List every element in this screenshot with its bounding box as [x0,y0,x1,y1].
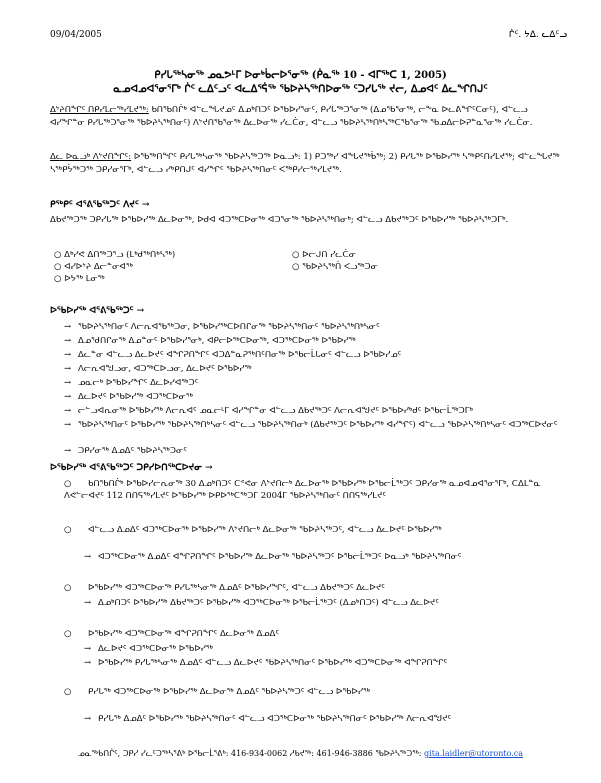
intro-text-1: ᑲᑎᖃᑎᒌᒃ ᐊᓪᓚᖓᔪᓄᑦ ᐃᓄᒃᑎᑐᑦ ᐅᖃᐅᓯᕐᓂᑦ, ᑭᓯᒐᖅᑐᕐᓂᖅ (ᐃᓄᖃᕐᓂᖅ, ᓕᖕᓇ ᐅᓚᕕᖏᑦᑕᓂᑦ), ᐊᓪᓚᓗ ᐊᓯᖏᓐᓂ ᑭᓯᒐᖅᑐᕐᓂᖅ ᖃᐅᔨᓴᖅᑎᓂᑦ) ᐱᔾᔪᑎᖃᕐᓂᖅ ᐃᓚᐅᓂᖅ ᓯᓚᑖᓂ, ᐊᓪᓚᓗ ᖃᐅᔨᓴᖅᑎᒃᓴᖅᑕᖃᕐᓂᖅ ᖃᓄᐃᓕᐅᕈᓐᓇᕐᓂᖅ ᓯᓚᑖᓂ. [50,105,533,128]
arrow-icon: → [64,364,72,374]
arrow-icon: → [141,200,150,210]
sub-list-item: → ᐃᓄᒃᑎᑐᑦ ᐅᖃᐅᓯᖅ ᐃᑲᔪᖅᑐᑦ ᐅᖃᐅᓯᖅ ᐊᑐᖅᑕᐅᓂᖅ ᐅᖃᓕᒫᖅᑐᑦ (ᐃᓄᒃᑎᑐᑦ) ᐊᓪᓚᓗ ᐃᓚᐅᔪᑦ [84,598,439,608]
title-line-1: ᑭᓯᒐᖅᓴᓂᖅ ᓄᓇᕗᒻᒥ ᐅᓂᒃᑳᓕᐅᕐᓂᖅ (ᑮᓇᖅ 10 - ᐊᒥᖅᑕ 1, 2005) [154,70,447,81]
sub-list-item: → ᐃᓚᐅᔪᑦ ᐊᑐᖅᑕᐅᓂᖅ ᐅᖃᐅᓯᖅ [84,644,213,654]
list-item: ○ ᑭᓯᒐᖅ ᐊᑐᖅᑕᐅᓂᖅ ᐅᖃᐅᓯᖅ ᐃᓚᐅᓂᖅ ᐃᓄᐃᑦ ᖃᐅᔨᓴᖅᑐᑦ ᐊᓪᓚᓗ ᐅᖃᐅᓯᖅ [64,687,371,697]
bullet-icon: ○ [64,629,72,639]
list-item: → ᓕᓪᓗᐊᕆᓂᖅ ᐅᖃᐅᓯᖅ ᐱᓕᕆᐊᑦ ᓄᓇᓕᒻᒥ ᐊᓯᖏᓐᓂ ᐊᓪᓚᓗ ᐃᑲᔪᖅᑐᑦ ᐱᓕᕆᐊᖑᔪᑦ ᐅᖃᐅᓯᒃᑯᑦ ᐅᖃᓕᒫᖅᑐᒥᒃ [64,406,473,416]
sub-list-item: → ᐅᖃᐅᓯᖅ ᑭᓯᒐᖅᓴᓂᖅ ᐃᓄᐃᑦ ᐊᓪᓚᓗ ᐃᓚᐅᔪᑦ ᖃᐅᔨᓴᖅᑎᓂᑦ ᐅᖃᐅᓯᖅ ᐊᑐᖅᑕᐅᓂᖅ ᐊᖏᕈᑎᖏᑦ [84,658,448,668]
results-heading: ᐅᖃᐅᓯᖅ ᐊᕐᕕᖃᖅᑐᑦ ᑐᑭᓯᐅᑎᖅᑕᐅᔪᓂ → [50,463,213,473]
list-item: → ᐃᓚᓐᓂ ᐊᓪᓚᓗ ᐃᓚᐅᔪᑦ ᐊᖏᕈᑎᖏᑦ ᐊᑐᐃᓐᓇᕈᖅᑎᑦᑎᓂᖅ ᐅᖃᓕᒫᒐᓂᑦ ᐊᓪᓚᓗ ᐅᖃᐅᓯᓄᑦ [64,350,402,360]
arrow-icon: → [64,336,72,346]
document-date: 09/04/2005 [50,30,102,40]
approach-heading: ᐅᖃᐅᓯᖅ ᐊᕐᕕᖃᖅᑐᑦ → [50,306,145,316]
option-item: ○ ᐃᒃᓯᕙ ᐃᑎᖅᑐᕐᓗ (ᒪᒃᑯᖅᑎᒃᓴᖅ) [54,250,176,260]
intro-label-1: ᐃᔾᔨᑎᖏᑦ ᑎᑭᓯᒪᓕᖅᓯᒪᔪᖅ: [50,105,149,115]
option-item: ○ ᐅᓕᒍᑎ ᓯᓚᑖᓂ [292,250,356,260]
list-item: → ᐃᓄᖁᑎᒋᓂᖅ ᐃᓄᓐᓂᑦ ᐅᖃᐅᓯᕐᓂᒃ, ᐊᑭᓕᐅᖅᑕᐅᓂᖅ, ᐊᑐᖅᑕᐅᓂᖅ ᐅᖃᐅᓯᖅ [64,336,356,346]
list-item: → ᓄᓇᓕᒃ ᐅᖃᐅᓯᖏᑦ ᐃᓚᐅᓯᐊᖅᑐᑦ [64,378,199,388]
email-link[interactable]: gita.laidler@utoronto.ca [424,749,524,758]
arrow-icon: → [64,378,72,388]
title-line-2: ᓇᓄᐊᓄᐊᕐᓂᕐᒥᒃ ᒌᑦ ᓚᐃᑦᓗᑦ ᐊᓚᐃᕐᕌᖅ ᖃᐅᔨᓴᖅᑎᐅᓂᖅ ᑦᑐᓯᒐᖅ ᔪᓕ, ᐃᓄᐊᑦ ᐃᓚᖏᑎᒍᑦ [113,84,488,95]
sub-list-item: → ᑭᓯᒐᖅ ᐃᓄᐃᑦ ᐅᖃᐅᓯᖅ ᖃᐅᔨᓴᖅᑎᓂᑦ ᐊᓪᓚᓗ ᐊᑐᖅᑕᐅᓂᖅ ᖃᐅᔨᓴᖅᑎᓂᑦ ᐅᖃᐅᓯᖅ ᐱᓕᕆᐊᖑᔪᑦ [84,714,452,724]
list-item: → ᑐᑭᓯᓂᖅ ᐃᓄᐃᑦ ᖃᐅᔨᓴᖅᑐᓂᑦ [64,446,187,456]
bullet-icon: ○ [64,525,72,535]
intro-paragraph-2 [50,151,560,177]
bullet-icon: ○ [64,479,72,489]
option-item: ○ ᐊᓯᐅᔾᔨ ᐃᓕᓐᓂᐊᖅ [54,262,133,272]
bullet-icon: ○ [64,687,72,697]
arrow-icon: → [84,598,92,608]
arrow-icon: → [84,658,92,668]
footer-text: ᓄᓇᖅᑲᑎᒌᑦ, ᑐᑭᓯ ᓯᓚᑦᑐᖅᓴᕐᕕᒃ ᐅᖃᓕᒫᕐᕕᒃ: 416-934-0062 ᓱᑲᔪᖅ: 461-946-3886 ᖃᐅᔨᓴᖅᑐᖅ: [77,749,422,758]
methods-text: ᐃᑲᔪᖅᑐᖅ ᑐᑭᓯᒐᖅ ᐅᖃᐅᓯᖅ ᐃᓚᐅᓂᖅ, ᐅᑯᐊ ᐊᑐᖅᑕᐅᓂᖅ ᐊᑐᕐᓂᖅ ᖃᐅᔨᓴᖅᑎᓂᒃ; ᐊᓪᓚᓗ ᐃᑲᔪᖅᑐᑦ ᐅᖃᐅᓯᖅ ᖃᐅᔨᓴᖅᑐᒥᒃ. [50,215,509,225]
intro-paragraph-1 [50,104,560,130]
arrow-icon: → [64,350,72,360]
arrow-icon: → [84,644,92,654]
list-item: ○ ᐊᓪᓚᓗ ᐃᓄᐃᑦ ᐊᑐᖅᑕᐅᓂᖅ ᐅᖃᐅᓯᖅ ᐱᔾᔪᑎᓕᒃ ᐃᓚᐅᓂᖅ ᖃᐅᔨᓴᖅᑐᑦ, ᐊᓪᓚᓗ ᐃᓚᐅᔪᑦ ᐅᖃᐅᓯᖅ [64,525,442,535]
arrow-icon: → [64,446,72,456]
arrow-icon: → [64,322,72,332]
bullet-icon: ○ [64,583,72,593]
arrow-icon: → [64,392,72,402]
list-item: → ᖃᐅᔨᓴᖅᑎᓂᑦ ᐅᖃᐅᓯᖅ ᖃᐅᔨᓴᖅᑎᒃᓴᓂᑦ ᐊᓪᓚᓗ ᖃᐅᔨᓴᖅᑎᓂᒃ (ᐃᑲᔪᖅᑐᑦ ᐅᖃᐅᓯᖅ ᐊᓯᖏᑦ) ᐊᓪᓚᓗ ᖃᐅᔨᓴᖅᑎᒃᓴᓂᑦ ᐊᑐᖅᑕᐅᔪᓂᑦ [64,420,558,430]
list-item: ○ ᐅᖃᐅᓯᖅ ᐊᑐᖅᑕᐅᓂᖅ ᐊᖏᕈᑎᖏᑦ ᐃᓚᐅᓂᖅ ᐃᓄᐃᑦ [64,629,280,639]
list-item: → ᖃᐅᔨᓴᖅᑎᓂᑦ ᐱᓕᕆᐊᖃᖅᑐᓂ, ᐅᖃᐅᓯᖅᑕᐅᑎᒋᓂᖅ ᖃᐅᔨᓴᖅᑎᓂᑦ ᖃᐅᔨᓴᖅᑎᒃᓴᓂᑦ [64,322,380,332]
document-author-short: ᒌᑦ. ᔭᐃ. ᓚᐃᑦᓗ [508,30,567,40]
arrow-icon: → [64,406,72,416]
option-item: ○ ᖃᐅᔨᓴᖅᑏ ᐸᓗᖅᑐᓂ [292,262,378,272]
arrow-icon: → [136,306,145,316]
arrow-icon: → [84,714,92,724]
intro-text-2: ᐅᖃᖅᑎᖏᑦ ᑭᓯᒐᖅᓴᓂᖅ ᖃᐅᔨᓴᖅᑐᖅ ᐅᓇᓗᒃ: 1) ᑭᑐᖅᓯ ᐊᖓᔪᖅᑳᖅ; 2) ᑭᓯᒐᖅ ᐅᖃᐅᓯᖅ ᓴᖅᑭᑦᑎᓯᒪᔪᖅ; ᐊᓪᓚᖓᔪᖅ ᓴᖅᑭᔮᖅᑐᖅ ᑐᑭᓯᓂᕐᒥᒃ, ᐊᓪᓚᓗ ᓯᒃᑭᑎᒍᑦ ᐊᓯᖏᑦ ᖃᐅᔨᓴᖅᑎᓂᑦ ᐸᖅᑭᓯᓕᖅᓯᒪᔪᖅ. [50,152,560,175]
option-item: ○ ᐅᔭᖅ ᒪᓂᖅ [54,274,105,284]
list-item: ○ ᑲᑎᖃᑎᒌᒃ ᐅᖃᐅᓯᓕᕆᓂᖅ 30 ᐃᓄᒃᑎᑐᑦ ᑕᕝᕙᓂ ᐱᔾᔪᑎᓕᒃ ᐃᓚᐅᓂᖅ ᐅᖃᐅᓯᖅ ᐅᖃᓕᒫᖅᑐᑦ ᑐᑭᓯᓂᖅ ᓇᓄᐊᓄᐊᕐᓂᕐᒥᒃ, ᑕᐃᒪᓐᓇ ᐱᕙᓪᓕᐊᔪᑦ 112 ᑎᑎᕋᖅᓯᒪᔪᑦ ᐅᖃᐅᓯᖅ ᐅᑭᐅᖅᑕᖅᑐᒥ 2004ᒥ ᖃᐅᔨᓴᖅᑎᓂᑦ ᑎᑎᕋᖅᓯᒪᔪᑦ [64,479,541,501]
footer-contact [0,749,601,758]
intro-label-2: ᐃᓚ ᐅᓇᓗᒃ ᐱᔾᔪᑎᖏᑦ: [50,152,132,162]
list-item: → ᐱᓕᕆᐊᖑᓗᓂ, ᐊᑐᖅᑕᐅᓗᓂ, ᐃᓚᐅᔪᑦ ᐅᖃᐅᓯᖅ [64,364,252,374]
arrow-icon: → [64,420,72,430]
list-item: ○ ᐅᖃᐅᓯᖅ ᐊᑐᖅᑕᐅᓂᖅ ᑭᓯᒐᖅᓴᓂᖅ ᐃᓄᐃᑦ ᐅᖃᐅᓯᖏᑦ, ᐊᓪᓚᓗ ᐃᑲᔪᖅᑐᑦ ᐃᓚᐅᔪᑦ [64,583,385,593]
arrow-icon: → [84,552,92,562]
list-item: → ᐃᓚᐅᔪᑦ ᐅᖃᐅᓯᖅ ᐊᑐᖅᑕᐅᓂᖅ [64,392,193,402]
methods-heading: ᑭᖅᑭᑦ ᐊᕐᕕᖃᖅᑐᑦ ᐱᔪᑦ → [50,200,150,210]
arrow-icon: → [205,463,213,473]
sub-list-item: → ᐊᑐᖅᑕᐅᓂᖅ ᐃᓄᐃᑦ ᐊᖏᕈᑎᖏᑦ ᐅᖃᐅᓯᖅ ᐃᓚᐅᓂᖅ ᖃᐅᔨᓴᖅᑐᑦ ᐅᖃᓕᒫᖅᑐᑦ ᐅᓇᓗᒃ ᖃᐅᔨᓴᖅᑎᓂᑦ [84,552,462,562]
